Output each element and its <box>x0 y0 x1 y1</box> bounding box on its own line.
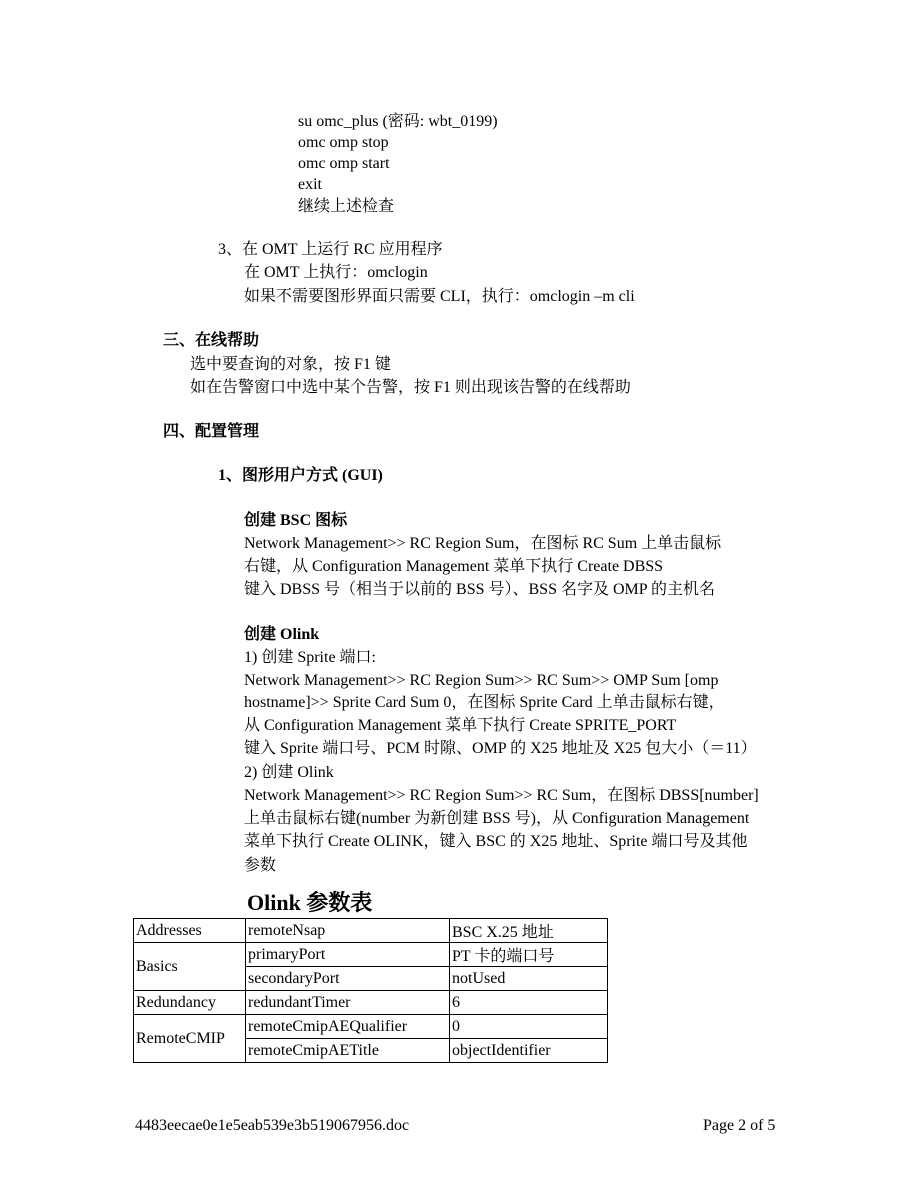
command-line: omc omp stop <box>298 134 389 151</box>
footer-filename: 4483eecae0e1e5eab539e3b519067956.doc <box>135 1117 410 1134</box>
table-title: Olink 参数表 <box>247 890 373 915</box>
table-cell: BSC X.25 地址 <box>450 919 608 943</box>
command-line: su omc_plus (密码: wbt_0199) <box>298 113 498 130</box>
table-cell: PT 卡的端口号 <box>450 943 608 967</box>
text-line: Network Management>> RC Region Sum>> RC Sum，在图标 DBSS[number] <box>244 787 759 804</box>
table-cell: notUsed <box>450 967 608 991</box>
table-row <box>134 919 608 943</box>
text-line: 从 Configuration Management 菜单下执行 Create SPRITE_PORT <box>244 717 677 734</box>
bsc-heading: 创建 BSC 图标 <box>244 512 348 529</box>
table-cell: objectIdentifier <box>450 1039 608 1063</box>
table-cell: RemoteCMIP <box>134 1015 246 1063</box>
text-line: Network Management>> RC Region Sum>> RC Sum>> OMP Sum [omp <box>244 672 719 689</box>
text-line: 选中要查询的对象，按 F1 键 <box>190 356 391 373</box>
text-line: 1) 创建 Sprite 端口: <box>244 649 376 666</box>
table-cell: remoteCmipAETitle <box>246 1039 450 1063</box>
table-cell: Redundancy <box>134 991 246 1015</box>
olink-heading: 创建 Olink <box>244 626 320 643</box>
text-line: 键入 DBSS 号（相当于以前的 BSS 号）、BSS 名字及 OMP 的主机名 <box>244 581 716 598</box>
table-row <box>134 991 608 1015</box>
table-cell: redundantTimer <box>246 991 450 1015</box>
text-line: 如果不需要图形界面只需要 CLI，执行：omclogin –m cli <box>244 288 635 305</box>
text-line: hostname]>> Sprite Card Sum 0，在图标 Sprite Card 上单击鼠标右键， <box>244 694 725 711</box>
text-line: 键入 Sprite 端口号、PCM 时隙、OMP 的 X25 地址及 X25 包大小（＝11） <box>244 740 757 757</box>
table-cell: Basics <box>134 943 246 991</box>
text-line: 继续上述检查 <box>298 198 395 215</box>
step-title: 3、在 OMT 上运行 RC 应用程序 <box>218 241 443 258</box>
text-line: 如在告警窗口中选中某个告警，按 F1 则出现该告警的在线帮助 <box>190 379 631 396</box>
table-row <box>134 1015 608 1039</box>
section-heading: 四、配置管理 <box>163 423 260 440</box>
command-line: omc omp start <box>298 155 390 172</box>
text-line: 上单击鼠标右键(number 为新创建 BSS 号)，从 Configuration Management <box>244 810 750 827</box>
section-heading: 三、在线帮助 <box>163 332 260 349</box>
text-line: 在 OMT 上执行：omclogin <box>244 264 428 281</box>
table-cell: secondaryPort <box>246 967 450 991</box>
subsection-heading: 1、图形用户方式 (GUI) <box>218 467 383 484</box>
table-cell: remoteCmipAEQualifier <box>246 1015 450 1039</box>
command-line: exit <box>298 176 322 193</box>
table-row <box>134 943 608 967</box>
table-cell: remoteNsap <box>246 919 450 943</box>
text-line: 菜单下执行 Create OLINK，键入 BSC 的 X25 地址、Sprite 端口号及其他 <box>244 833 748 850</box>
text-line: 2) 创建 Olink <box>244 764 334 781</box>
table-cell: primaryPort <box>246 943 450 967</box>
text-line: 参数 <box>244 857 277 874</box>
table-cell: Addresses <box>134 919 246 943</box>
table-cell: 6 <box>450 991 608 1015</box>
text-line: Network Management>> RC Region Sum，在图标 RC Sum 上单击鼠标 <box>244 535 722 552</box>
olink-parameter-table <box>133 918 608 1063</box>
footer-page-number: Page 2 of 5 <box>703 1117 776 1134</box>
table-cell: 0 <box>450 1015 608 1039</box>
text-line: 右键，从 Configuration Management 菜单下执行 Create DBSS <box>244 558 664 575</box>
